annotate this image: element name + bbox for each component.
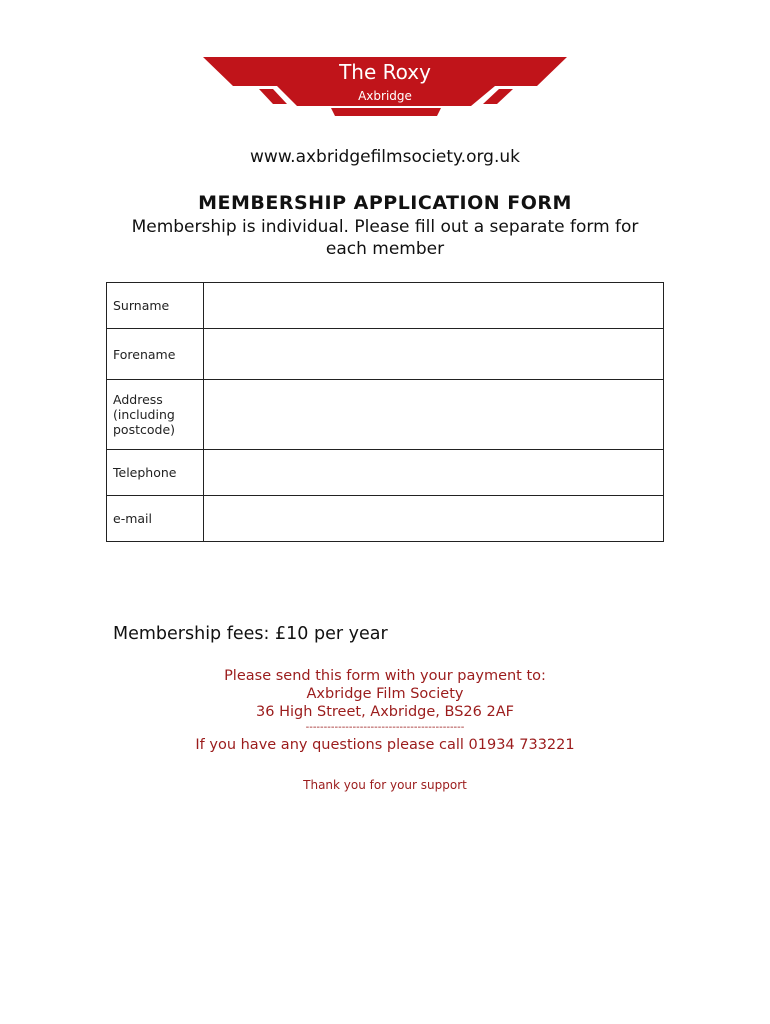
intro-text: Membership is individual. Please fill out a separate form for each member [131, 217, 639, 259]
surname-input[interactable] [204, 299, 663, 314]
logo-banner-bottom [331, 108, 441, 116]
form-title: MEMBERSHIP APPLICATION FORM [198, 192, 572, 214]
field-row-address [107, 380, 664, 450]
logo-title: The Roxy [339, 60, 431, 84]
application-fields-table [106, 282, 664, 542]
forename-cell [204, 329, 664, 380]
address-cell [204, 380, 664, 450]
membership-fees: Membership fees: £10 per year [113, 624, 388, 644]
forename-label: Forename [107, 329, 204, 380]
thank-you-note: Thank you for your support [303, 778, 467, 792]
field-row-forename [107, 329, 664, 380]
logo-subtitle: Axbridge [358, 89, 412, 103]
address-label: Address (including postcode) [107, 380, 204, 450]
email-input[interactable] [204, 512, 663, 527]
field-row-telephone [107, 450, 664, 496]
website-url: www.axbridgefilmsociety.org.uk [250, 147, 520, 167]
surname-label: Surname [107, 283, 204, 329]
address-input[interactable] [204, 392, 663, 434]
email-label: e-mail [107, 496, 204, 542]
send-instructions [0, 667, 770, 755]
questions-contact: If you have any questions please call 01934 733221 [195, 737, 575, 753]
surname-cell [204, 283, 664, 329]
forename-input[interactable] [204, 347, 663, 362]
telephone-cell [204, 450, 664, 496]
send-line-3: 36 High Street, Axbridge, BS26 2AF [256, 704, 514, 720]
send-line-2: Axbridge Film Society [306, 686, 464, 702]
divider-dashes: -------------------------------------------- [305, 722, 465, 733]
telephone-label: Telephone [107, 450, 204, 496]
field-row-surname [107, 283, 664, 329]
send-line-1: Please send this form with your payment to: [224, 668, 546, 684]
roxy-logo [199, 54, 571, 118]
telephone-input[interactable] [204, 466, 663, 481]
email-cell [204, 496, 664, 542]
field-row-email [107, 496, 664, 542]
